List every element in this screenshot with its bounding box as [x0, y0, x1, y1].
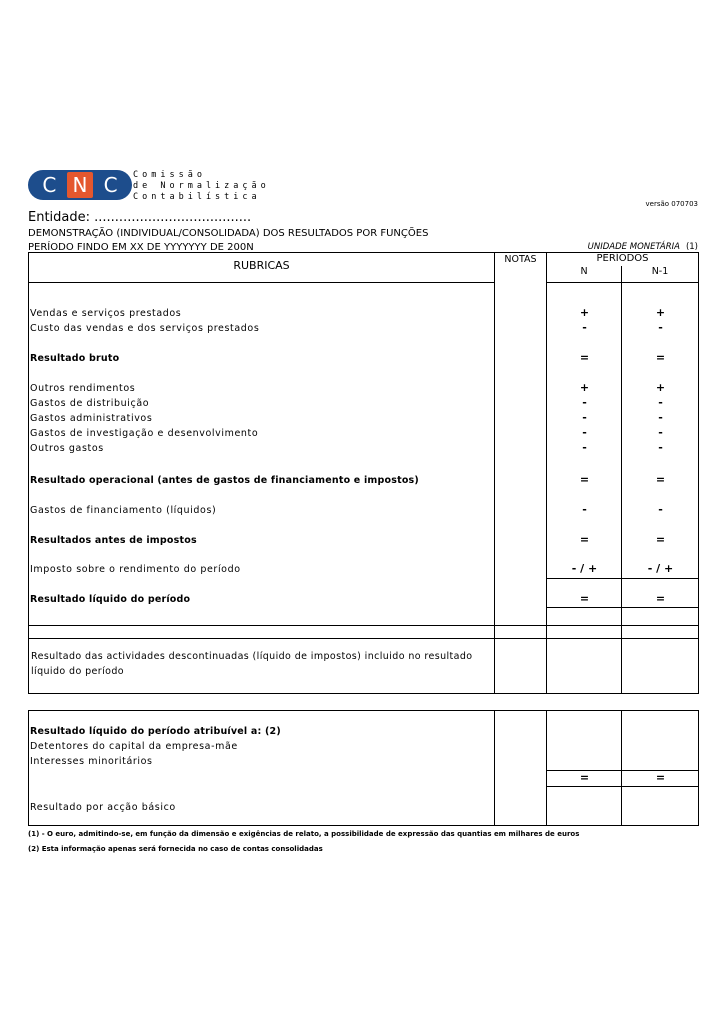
discontinued-n-cell [547, 626, 622, 694]
logo-letter-n: N [67, 172, 93, 198]
notas-header: NOTAS [504, 254, 537, 265]
row-gastos-distribuicao-n1-sign: - [658, 396, 663, 409]
discontinued-n1-cell [622, 626, 699, 694]
n1-header: N-1 [651, 265, 669, 277]
row-outros-rendimentos: Outros rendimentos [30, 383, 136, 394]
attribution-parent: Detentores do capital da empresa-mãe [30, 741, 238, 752]
row-outros-gastos-n1-sign: - [658, 441, 663, 454]
total-line [546, 607, 699, 608]
attribution-notas-cell [495, 711, 547, 826]
row-gastos-investigacao-n1-sign: - [658, 426, 663, 439]
row-gastos-distribuicao-n-sign: - [582, 396, 587, 409]
row-resultados-antes-impostos: Resultados antes de impostos [30, 535, 197, 546]
row-vendas-n1-sign: + [655, 306, 666, 319]
logo-letter-c1: C [42, 173, 57, 197]
row-resultado-bruto-n-sign: = [579, 351, 590, 364]
cnc-logo [28, 170, 132, 200]
periodos-header-cell [547, 253, 699, 266]
row-resultado-liquido: Resultado líquido do período [30, 594, 191, 605]
row-custo-vendas-n-sign: - [582, 321, 587, 334]
attribution-n1-cell [622, 711, 699, 826]
n-header: N [580, 265, 588, 277]
row-vendas: Vendas e serviços prestados [30, 308, 182, 319]
notas-column [495, 253, 547, 639]
rubricas-header-cell [29, 253, 495, 283]
footnote-1: (1) - O euro, admitindo-se, em função da dimensão e exigências de relato, a possibilidade de expressão das quantias em milhares de euros [28, 830, 580, 838]
version-label: versão 070703 [645, 200, 698, 208]
attribution-n-cell [547, 711, 622, 826]
subtotal-line-top [546, 578, 699, 579]
rubricas-header: RUBRICAS [233, 259, 290, 272]
footnote-2: (2) Esta informação apenas será fornecida no caso de contas consolidadas [28, 845, 323, 853]
document-title: DEMONSTRAÇÃO (INDIVIDUAL/CONSOLIDADA) DOS RESULTADOS POR FUNÇÕES [28, 228, 429, 239]
attribution-minority: Interesses minoritários [30, 756, 153, 767]
logo-text-line1: Comissão [133, 170, 206, 180]
row-gastos-administrativos-n-sign: - [582, 411, 587, 424]
row-resultado-liquido-n-sign: = [579, 592, 590, 605]
row-outros-rendimentos-n-sign: + [579, 381, 590, 394]
attribution-sum-n-sign: = [579, 771, 590, 784]
logo-text-line2: de Normalização [133, 181, 270, 191]
row-custo-vendas: Custo das vendas e dos serviços prestados [30, 323, 260, 334]
period-label: PERÍODO FINDO EM XX DE YYYYYYY DE 200N [28, 242, 254, 253]
discontinued-notas-cell [495, 626, 547, 694]
n1-header-cell [622, 266, 699, 283]
discontinued-line1: Resultado das actividades descontinuadas (líquido de impostos) incluido no resultado [31, 651, 473, 662]
row-outros-gastos: Outros gastos [30, 443, 104, 454]
row-resultado-operacional: Resultado operacional (antes de gastos de financiamento e impostos) [30, 475, 419, 486]
attribution-line-bottom [546, 786, 699, 787]
row-imposto-rendimento-n-sign: - / + [571, 562, 598, 575]
row-gastos-distribuicao: Gastos de distribuição [30, 398, 150, 409]
row-resultados-antes-impostos-n-sign: = [579, 533, 590, 546]
currency-unit-label [588, 242, 698, 252]
row-gastos-administrativos: Gastos administrativos [30, 413, 153, 424]
row-imposto-rendimento-n1-sign: - / + [647, 562, 674, 575]
attribution-sum-n1-sign: = [655, 771, 666, 784]
row-gastos-financiamento-n-sign: - [582, 503, 587, 516]
attribution-title: Resultado líquido do período atribuível a: (2) [30, 726, 281, 737]
row-outros-gastos-n-sign: - [582, 441, 587, 454]
row-outros-rendimentos-n1-sign: + [655, 381, 666, 394]
entidade-label: Entidade: ...................................... [28, 210, 252, 225]
discontinued-line2: líquido do período [31, 666, 124, 677]
periodos-header: PERÍODOS [596, 253, 649, 264]
row-gastos-investigacao-n-sign: - [582, 426, 587, 439]
discontinued-operations-table [28, 625, 699, 694]
logo-letter-c2: C [103, 173, 118, 197]
row-resultado-bruto: Resultado bruto [30, 353, 120, 364]
currency-unit-note: (1) [685, 242, 698, 252]
row-gastos-financiamento: Gastos de financiamento (líquidos) [30, 505, 217, 516]
row-resultado-operacional-n1-sign: = [655, 473, 666, 486]
row-resultados-antes-impostos-n1-sign: = [655, 533, 666, 546]
logo-text-line3: Contabilística [133, 192, 261, 202]
n1-body [622, 283, 699, 639]
row-custo-vendas-n1-sign: - [658, 321, 663, 334]
row-resultado-bruto-n1-sign: = [655, 351, 666, 364]
n-body [547, 283, 622, 639]
row-gastos-administrativos-n1-sign: - [658, 411, 663, 424]
row-gastos-investigacao: Gastos de investigação e desenvolvimento [30, 428, 259, 439]
discontinued-label-cell [29, 626, 495, 694]
currency-unit-text: UNIDADE MONETÁRIA [587, 242, 680, 252]
n-header-cell [547, 266, 622, 283]
row-vendas-n-sign: + [579, 306, 590, 319]
rubricas-body [29, 283, 495, 639]
eps-label: Resultado por acção básico [30, 802, 176, 813]
row-gastos-financiamento-n1-sign: - [658, 503, 663, 516]
row-resultado-liquido-n1-sign: = [655, 592, 666, 605]
row-imposto-rendimento: Imposto sobre o rendimento do período [30, 564, 241, 575]
row-resultado-operacional-n-sign: = [579, 473, 590, 486]
